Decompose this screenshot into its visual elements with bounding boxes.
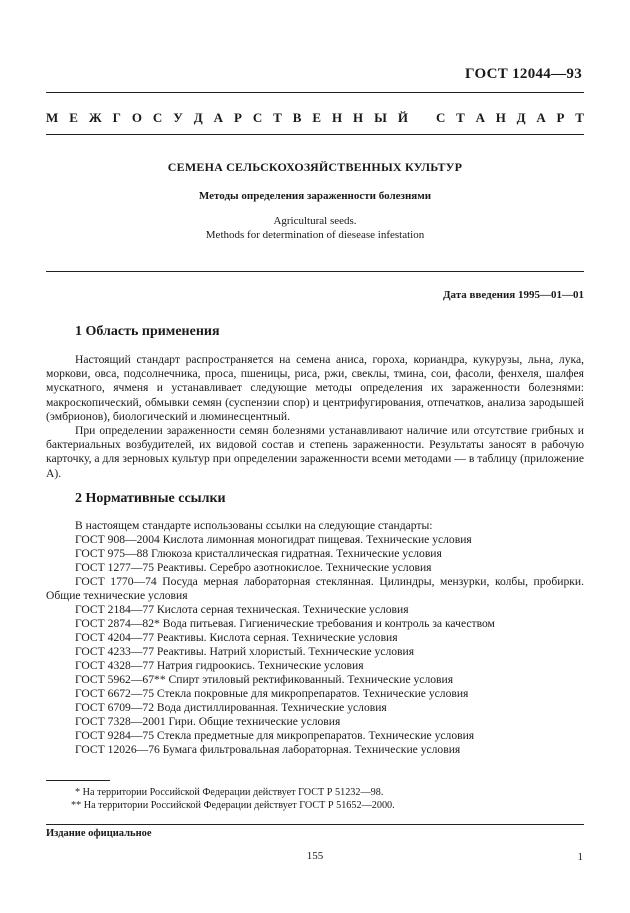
introduction-date: Дата введения 1995—01—01: [442, 289, 584, 301]
section-1-paragraph-2: При определении зараженности семян болезнями устанавливают наличие или отсутствие грибных и бактериальных возбудителей, их видовой состав и степень зараженности. Результаты заносят в рабочую карточку, а для зерновых культур при определении зараженности всеми методами — в таблицу (приложение А).: [46, 424, 584, 480]
english-title-line-2: Methods for determination of diesease infestation: [205, 229, 425, 241]
banner-letter: Т: [456, 110, 465, 125]
sheet-number: 1: [577, 851, 583, 863]
document-title: СЕМЕНА СЕЛЬСКОХОЗЯЙСТВЕННЫХ КУЛЬТУР: [167, 160, 463, 174]
section-1-body: [46, 353, 584, 481]
reference-item: ГОСТ 12026—76 Бумага фильтровальная лабораторная. Технические условия: [75, 743, 461, 756]
reference-item: ГОСТ 5962—67** Спирт этиловый ректификованный. Технические условия: [75, 673, 454, 686]
section-1-heading: 1 Область применения: [75, 324, 220, 339]
reference-item: ГОСТ 9284—75 Стекла предметные для микропрепаратов. Технические условия: [75, 729, 475, 742]
standard-type-word-2: [436, 110, 584, 126]
footer-rule: [46, 824, 584, 825]
reference-item: ГОСТ 975—88 Глюкоза кристаллическая гидратная. Технические условия: [75, 547, 442, 560]
reference-item: ГОСТ 4233—77 Реактивы. Натрий хлористый. Технические условия: [75, 645, 415, 658]
edition-label: Издание официальное: [46, 828, 152, 839]
footnote-separator: [46, 780, 110, 781]
page-number: 155: [306, 850, 324, 862]
banner-letter: С: [436, 110, 446, 125]
english-title-line-1: Agricultural seeds.: [273, 215, 357, 227]
standard-type-word-1: [46, 110, 408, 126]
banner-letter: Н: [353, 110, 364, 125]
footnotes: [71, 786, 395, 812]
reference-item: ГОСТ 2184—77 Кислота серная техническая. Технические условия: [75, 603, 409, 616]
banner-letter: Г: [112, 110, 121, 125]
reference-item: ГОСТ 908—2004 Кислота лимонная моногидрат пищевая. Технические условия: [75, 533, 472, 546]
document-code: ГОСТ 12044—93: [464, 66, 582, 82]
document-subtitle: Методы определения зараженности болезнями: [198, 190, 432, 202]
reference-item: ГОСТ 4204—77 Реактивы. Кислота серная. Технические условия: [75, 631, 398, 644]
title-rule: [46, 271, 584, 272]
references-intro: В настоящем стандарте использованы ссылки на следующие стандарты:: [75, 519, 433, 532]
banner-letter: О: [131, 110, 142, 125]
banner-letter: Е: [312, 110, 322, 125]
banner-letter: А: [213, 110, 223, 125]
banner-letter: Д: [193, 110, 203, 125]
reference-item: ГОСТ 1277—75 Реактивы. Серебро азотнокислое. Технические условия: [75, 561, 432, 574]
banner-letter: Е: [69, 110, 78, 125]
reference-item: ГОСТ 6709—72 Вода дистиллированная. Технические условия: [75, 701, 387, 714]
banner-letter: А: [536, 110, 546, 125]
banner-letter: С: [152, 110, 163, 125]
banner-letter: Р: [556, 110, 565, 125]
english-title: [46, 214, 584, 242]
footnote-2: ** На территории Российской Федерации действует ГОСТ Р 51652—2000.: [71, 800, 395, 811]
banner-letter: Н: [495, 110, 506, 125]
banner-letter: Й: [397, 110, 408, 125]
section-1-paragraph-1: Настоящий стандарт распространяется на семена аниса, гороха, кориандра, кукурузы, льна, лука, моркови, овса, подсолнечника, проса, пшеницы, риса, ржи, свеклы, тмина, сои, фасоли, фенхеля, шалфея мускатного, ячменя и устанавливает следующие методы определения их зараженности болезнями: макроскопический, обмывки семян (суспензии спор) и центрифугирования, отпечатков, анализа зародышей (эмбрионов), биологический и люминесцентный.: [46, 353, 584, 423]
banner-letter: С: [252, 110, 263, 125]
reference-item: ГОСТ 7328—2001 Гири. Общие технические условия: [75, 715, 341, 728]
banner-letter: Р: [233, 110, 242, 125]
banner-letter: Т: [575, 110, 584, 125]
top-rule: [46, 92, 584, 93]
reference-item: ГОСТ 2874—82* Вода питьевая. Гигиенические требования и контроль за качеством: [75, 617, 495, 630]
banner-rule: [46, 134, 584, 135]
banner-letter: Ж: [88, 110, 102, 125]
reference-item: ГОСТ 6672—75 Стекла покровные для микропрепаратов. Технические условия: [75, 687, 469, 700]
standard-type-banner: [46, 110, 584, 126]
section-2-heading: 2 Нормативные ссылки: [75, 491, 226, 506]
banner-letter: У: [173, 110, 183, 125]
reference-item: ГОСТ 1770—74 Посуда мерная лабораторная стеклянная. Цилиндры, мензурки, колбы, пробирки. Общие технические условия: [46, 575, 584, 602]
banner-letter: Н: [331, 110, 343, 125]
reference-item: ГОСТ 4328—77 Натрия гидроокись. Технические условия: [75, 659, 364, 672]
footnote-1: * На территории Российской Федерации действует ГОСТ Р 51232—98.: [75, 787, 384, 798]
banner-letter: В: [292, 110, 302, 125]
banner-letter: А: [475, 110, 485, 125]
normative-references: [46, 519, 584, 757]
banner-letter: Т: [273, 110, 282, 125]
banner-letter: Д: [516, 110, 526, 125]
banner-letter: Ы: [374, 110, 387, 125]
banner-letter: М: [46, 110, 59, 125]
